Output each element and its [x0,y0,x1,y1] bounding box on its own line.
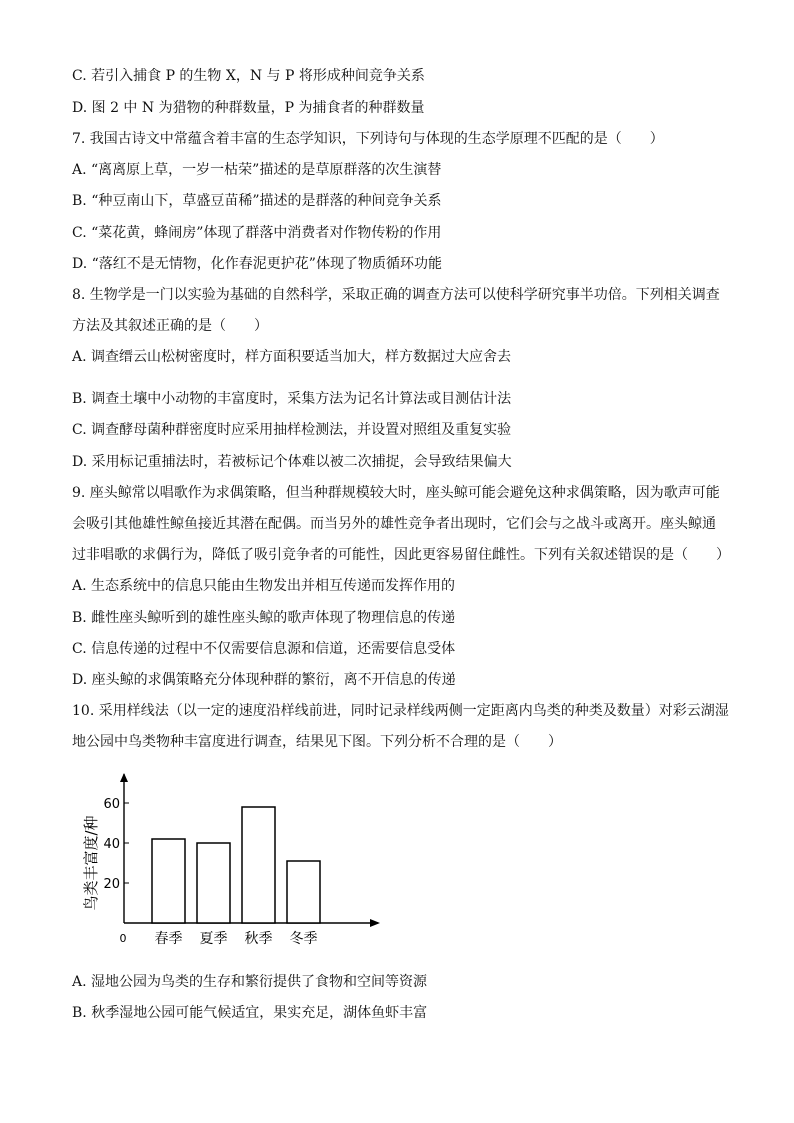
x-axis-arrow [370,919,380,927]
question-9-line-3: 过非唱歌的求偶行为，降低了吸引竞争者的可能性，因此更容易留住雌性。下列有关叙述错误的是（ ） [72,547,730,563]
option-c-q6: C. 若引入捕食 P 的生物 X，N 与 P 将形成种间竞争关系 [72,68,425,84]
bar [287,861,320,923]
y-tick-label: 40 [103,837,120,852]
question-10-line-1: 10. 采用样线法（以一定的速度沿样线前进，同时记录样线两侧一定距离内鸟类的种类及数量）对彩云湖湿 [72,703,729,719]
bar [197,843,230,923]
x-tick-label: 秋季 [244,931,273,947]
option-d-q8: D. 采用标记重捕法时，若被标记个体难以被二次捕捉，会导致结果偏大 [72,454,512,470]
option-b-q10: B. 秋季湿地公园可能气候适宜，果实充足，湖体鱼虾丰富 [72,1005,428,1021]
x-tick-label: 冬季 [289,931,318,947]
x-tick-label: 夏季 [199,931,228,947]
bird-richness-bar-chart [72,770,402,950]
option-b-q8: B. 调查土壤中小动物的丰富度时，采集方法为记名计算法或目测估计法 [72,391,512,407]
question-10-line-2: 地公园中鸟类物种丰富度进行调查，结果见下图。下列分析不合理的是（ ） [72,734,562,750]
y-tick-label: 60 [103,797,120,812]
option-b-q7: B. “种豆南山下，草盛豆苗稀”描述的是群落的种间竞争关系 [72,193,442,209]
option-a-q8: A. 调查缙云山松树密度时，样方面积要适当加大，样方数据过大应舍去 [72,349,512,365]
option-b-q9: B. 雌性座头鲸听到的雄性座头鲸的歌声体现了物理信息的传递 [72,610,456,626]
question-8-line-1: 8. 生物学是一门以实验为基础的自然科学，采取正确的调查方法可以使科学研究事半功倍。下列相关调查 [72,287,720,303]
option-c-q8: C. 调查酵母菌种群密度时应采用抽样检测法，并设置对照组及重复实验 [72,422,512,438]
option-a-q9: A. 生态系统中的信息只能由生物发出并相互传递而发挥作用的 [72,578,456,594]
y-axis-label: 鸟类丰富度/种 [82,815,100,911]
option-c-q7: C. “菜花黄，蜂闹房”体现了群落中消费者对作物传粉的作用 [72,225,442,241]
bar [152,839,185,923]
y-axis-arrow [120,773,128,782]
option-d-q9: D. 座头鲸的求偶策略充分体现种群的繁衍，离不开信息的传递 [72,672,456,688]
option-d-q6: D. 图 2 中 N 为猎物的种群数量，P 为捕食者的种群数量 [72,100,425,116]
question-7: 7. 我国古诗文中常蕴含着丰富的生态学知识，下列诗句与体现的生态学原理不匹配的是（ ） [72,131,664,147]
option-a-q10: A. 湿地公园为鸟类的生存和繁衍提供了食物和空间等资源 [72,974,428,990]
question-9-line-2: 会吸引其他雄性鲸鱼接近其潜在配偶。而当另外的雄性竞争者出现时，它们会与之战斗或离开。座头鲸通 [72,516,716,532]
question-9-line-1: 9. 座头鲸常以唱歌作为求偶策略，但当种群规模较大时，座头鲸可能会避免这种求偶策略，因为歌声可能 [72,485,720,501]
origin-label: 0 [119,932,127,945]
x-tick-label: 春季 [154,931,183,947]
option-c-q9: C. 信息传递的过程中不仅需要信息源和信道，还需要信息受体 [72,641,456,657]
y-tick-label: 20 [103,877,120,892]
question-8-line-2: 方法及其叙述正确的是（ ） [72,318,268,334]
option-d-q7: D. “落红不是无情物，化作春泥更护花”体现了物质循环功能 [72,256,442,272]
option-a-q7: A. “离离原上草，一岁一枯荣”描述的是草原群落的次生演替 [72,162,442,178]
bar [242,807,275,923]
